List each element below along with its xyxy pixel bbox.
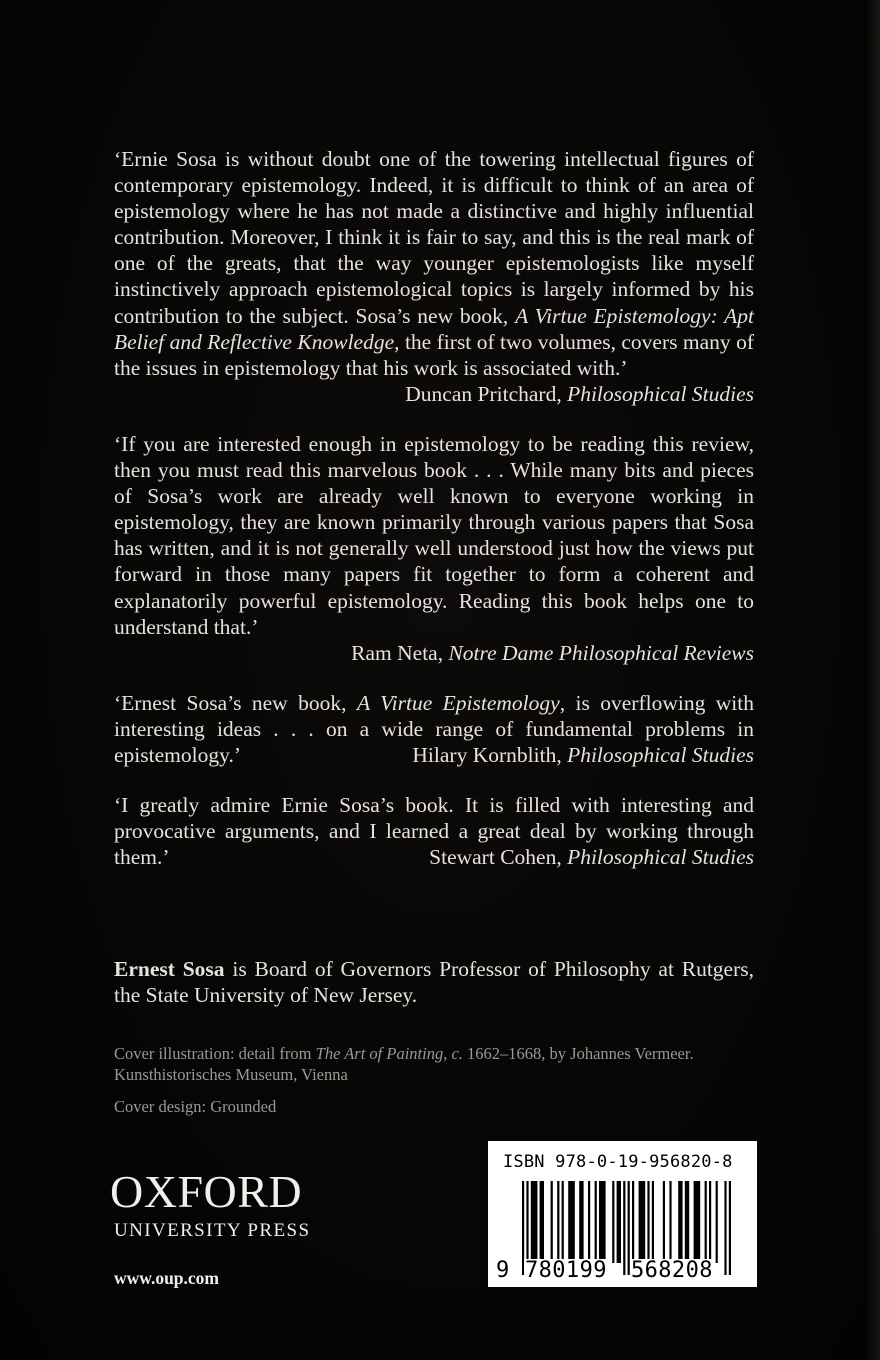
barcode-bar xyxy=(632,1181,634,1263)
quote-neta xyxy=(114,431,754,666)
book-title: A Virtue Epistemology: Apt Belief and Reflective Knowledge xyxy=(114,303,754,354)
barcode-bar xyxy=(647,1181,649,1263)
barcode-guard-bar xyxy=(724,1181,726,1275)
barcode-bar xyxy=(599,1181,606,1263)
ean-left-group: 780199 xyxy=(525,1258,607,1283)
quote-text: ‘Ernest Sosa’s new book, A Virtue Epistemology, is overflowing with interesting ideas . . . on a wide range of fundamental problems in epistemology.’ Hilary Kornblith, Philosophical Studies xyxy=(114,690,754,767)
isbn-label: ISBN 978-0-19-956820-8 xyxy=(503,1152,733,1172)
barcode-bar xyxy=(617,1181,621,1263)
barcode-bar xyxy=(562,1181,564,1263)
barcode-bar xyxy=(595,1181,597,1263)
barcode-bar xyxy=(705,1181,707,1263)
quote-attribution: Stewart Cohen, Philosophical Studies xyxy=(429,845,754,870)
barcode-bar xyxy=(685,1181,689,1263)
barcode-bar xyxy=(568,1181,575,1263)
barcode-bar xyxy=(531,1181,538,1263)
ean-first-digit: 9 xyxy=(496,1258,510,1283)
barcode-guard-bar xyxy=(623,1181,625,1275)
quote-attribution: Hilary Kornblith, Philosophical Studies xyxy=(412,742,754,767)
cover-design-credit: Cover design: Grounded xyxy=(114,1097,277,1116)
cover-edge-shading xyxy=(866,0,880,1360)
author-name: Ernest Sosa xyxy=(114,957,225,981)
barcode-bar xyxy=(639,1181,646,1263)
barcode-bar xyxy=(716,1181,718,1263)
barcode-bar xyxy=(709,1181,711,1263)
quote-text: ‘If you are interested enough in epistemology to be reading this review, then you must read this marvelous book . . . While many bits and pieces of Sosa’s work are already well known to everyone working in epistemology, they are known primarily through various papers that Sosa has written, and it is not generally well understood just how the views put forward in those many papers fit together to form a coherent and explanatorily powerful epistemology. Reading this book helps one to understand that.’ xyxy=(114,431,754,639)
quote-cohen xyxy=(114,792,754,870)
quote-attribution: Duncan Pritchard, Philosophical Studies xyxy=(405,381,754,406)
barcode-bar xyxy=(694,1181,701,1263)
publisher-logo-university-press: UNIVERSITY PRESS xyxy=(114,1220,311,1241)
quote-kornblith xyxy=(114,690,754,768)
quote-attribution: Ram Neta, Notre Dame Philosophical Reviews xyxy=(351,640,754,665)
isbn-barcode xyxy=(488,1141,757,1287)
barcode-guard-bar xyxy=(729,1181,731,1275)
barcode-bar xyxy=(551,1181,553,1263)
barcode-bar xyxy=(579,1181,583,1263)
barcode-bar xyxy=(540,1181,544,1263)
review-quotes xyxy=(114,146,754,894)
quote-text: ‘Ernie Sosa is without doubt one of the towering intellectual figures of contemporary epistemology. Indeed, it is difficult to think of an area of epistemology where he has not made a distinctive and highly influential contribution. Moreover, I think it is fair to say, and this is the real mark of one of the greats, that the way younger epistemologists like myself instinctively approach epistemological topics is largely informed by his contribution to the subject. Sosa’s new book, A Virtue Epistemology: Apt Belief and Reflective Knowledge, the first of two volumes, covers many of the issues in epistemology that his work is associated with.’ xyxy=(114,147,755,380)
publisher-logo-oxford: OXFORD xyxy=(110,1166,303,1217)
ean-right-group: 568208 xyxy=(631,1258,713,1283)
barcode-bar xyxy=(557,1181,559,1263)
barcode-bar xyxy=(588,1181,590,1263)
barcode-bar xyxy=(612,1181,614,1263)
author-bio: Ernest Sosa is Board of Governors Professor of Philosophy at Rutgers, the State University of New Jersey. xyxy=(114,957,755,1008)
quote-text: ‘I greatly admire Ernie Sosa’s book. It is filled with interesting and provocative arguments, and I learned a great deal by working through them.’ Stewart Cohen, Philosophical Studies xyxy=(114,793,754,870)
barcode-bar xyxy=(669,1181,671,1263)
barcode-bar xyxy=(663,1181,665,1263)
quote-pritchard xyxy=(114,146,754,407)
barcode-bar xyxy=(652,1181,654,1263)
cover-illustration-credit: Cover illustration: detail from The Art of Painting, c. 1662–1668, by Johannes Vermeer. Kunsthistorisches Museum, Vienna xyxy=(114,1044,694,1084)
book-title: A Virtue Epistemology xyxy=(356,690,560,715)
publisher-url: www.oup.com xyxy=(114,1268,220,1288)
barcode-bar xyxy=(678,1181,682,1263)
